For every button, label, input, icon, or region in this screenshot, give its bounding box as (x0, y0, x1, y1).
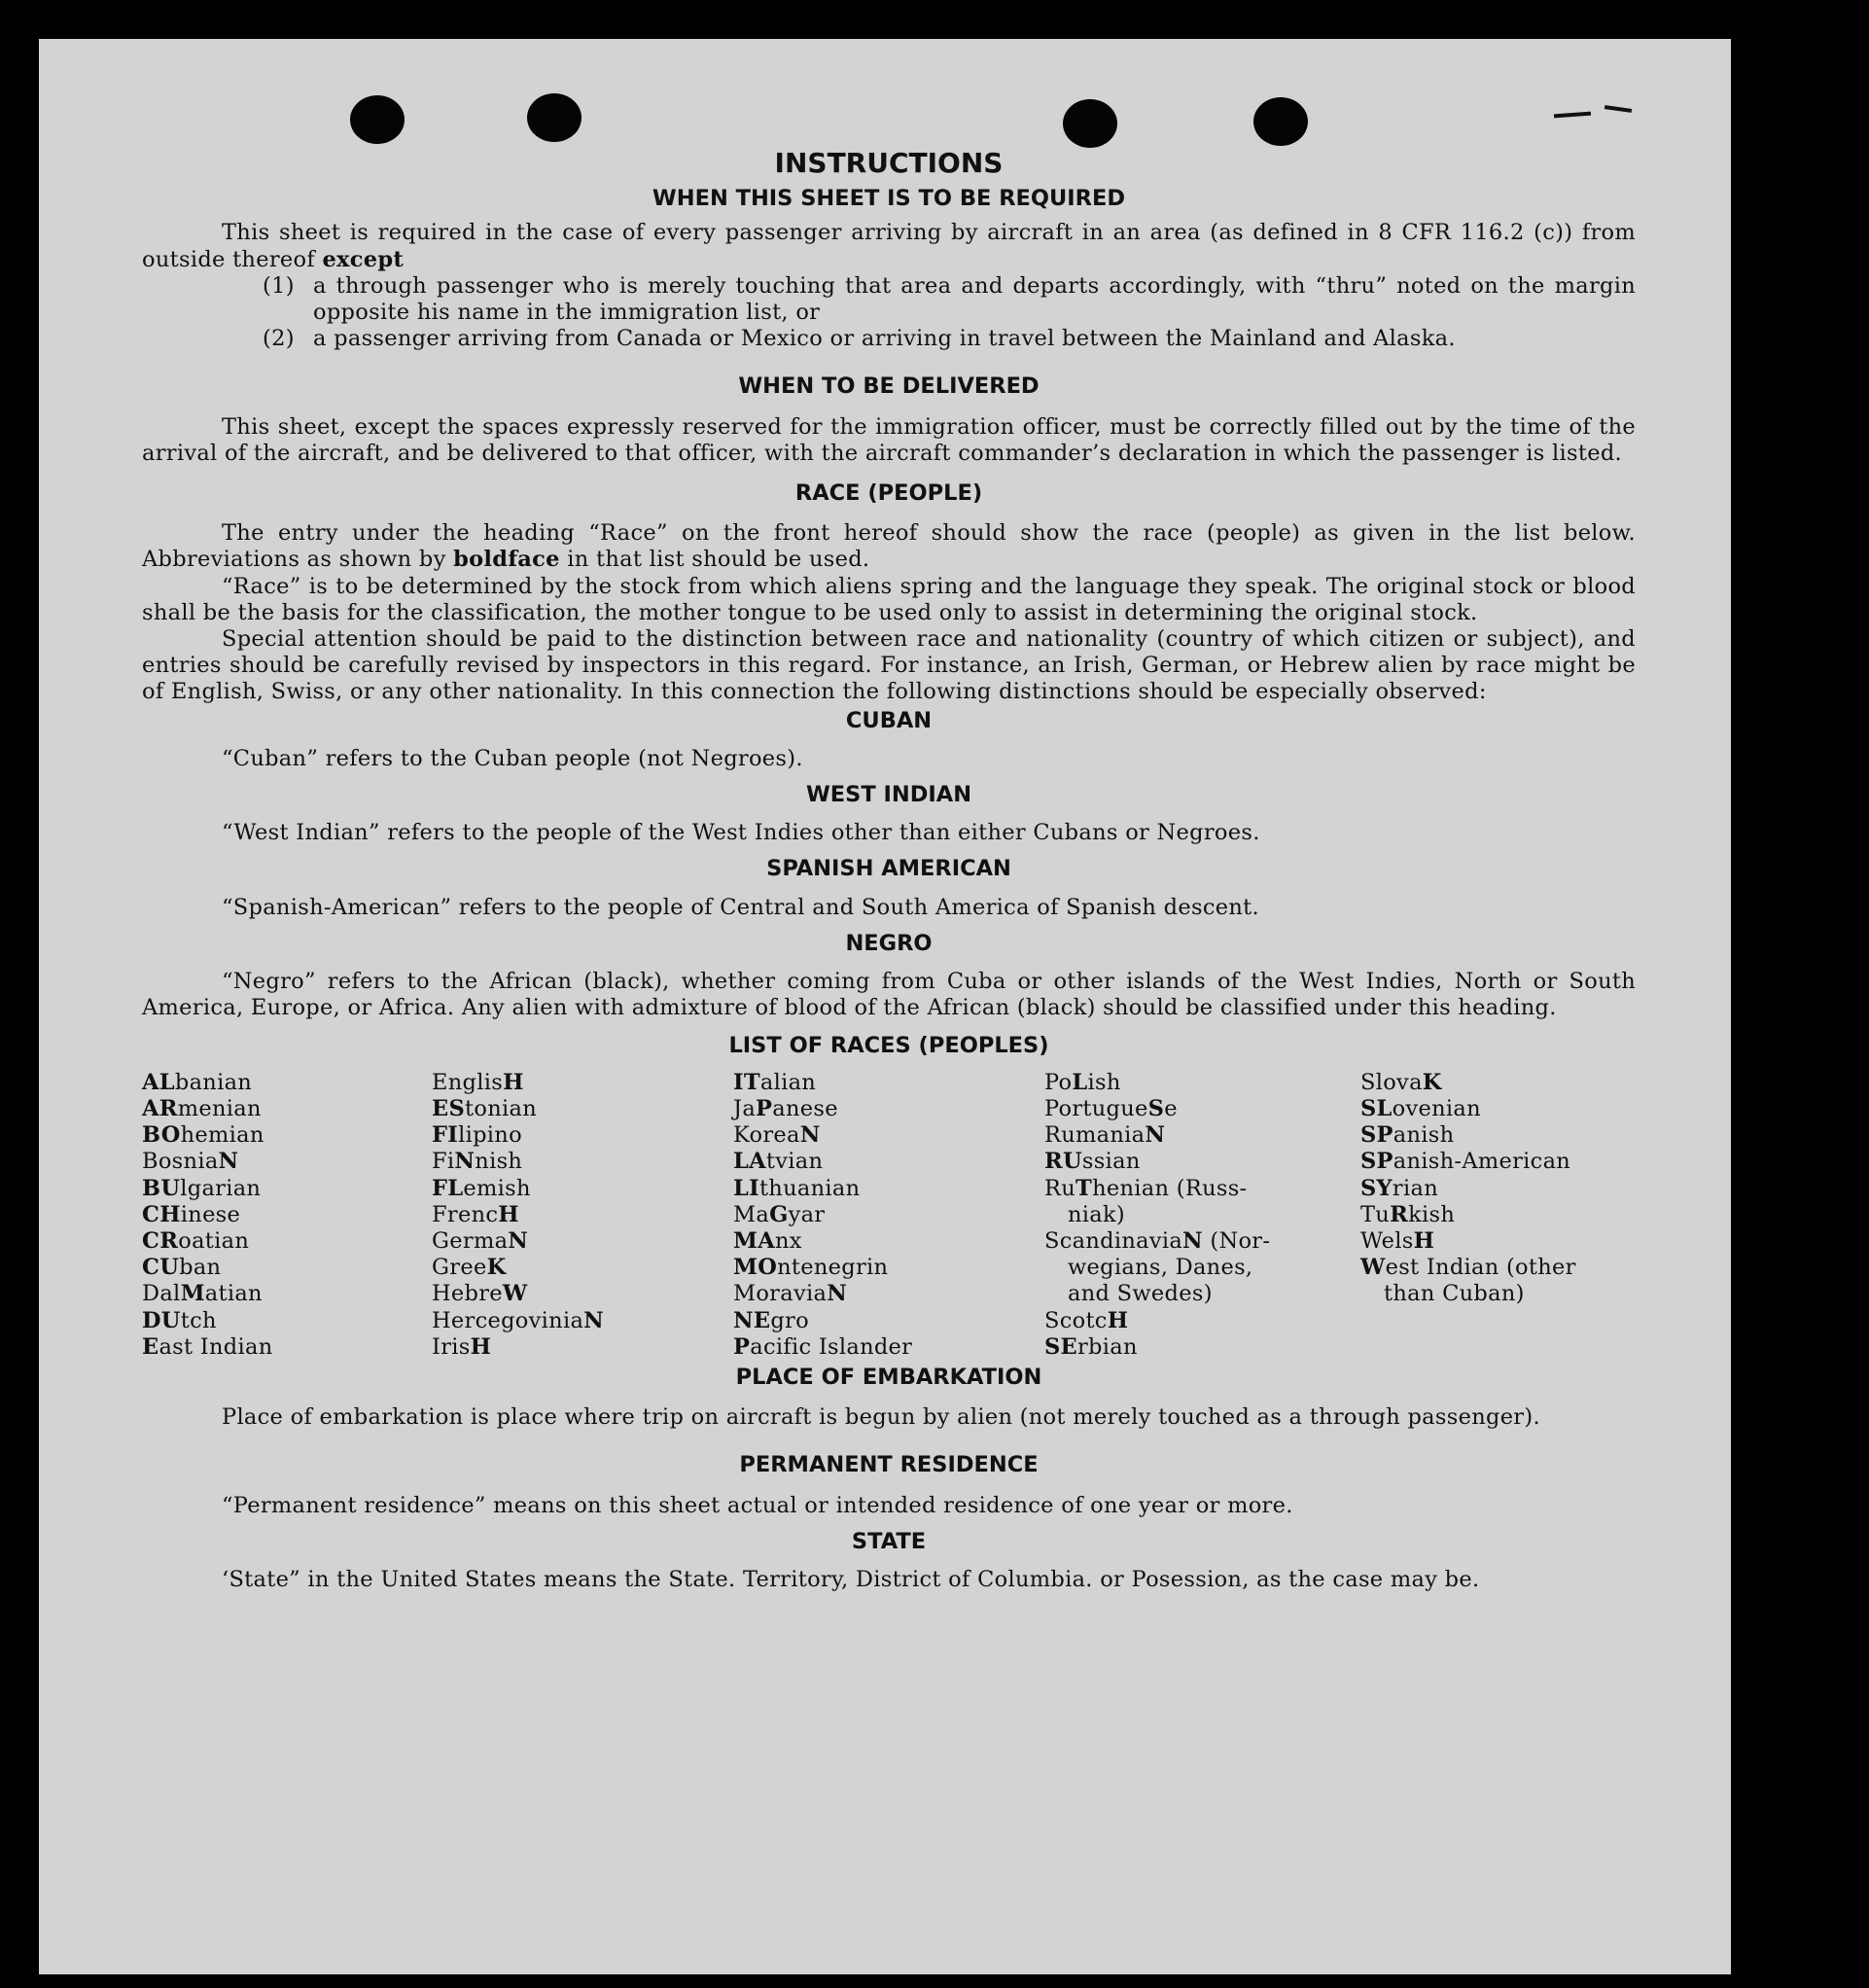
race-name-continuation: than Cuban) (1384, 1281, 1525, 1307)
race-name-part: kish (1408, 1201, 1456, 1227)
instructions-content (142, 147, 1636, 1593)
race-entry (142, 1149, 432, 1175)
document-sheet (39, 39, 1731, 1974)
item-number: (1) (263, 272, 295, 299)
paragraph: “Negro” refers to the African (black), whether coming from Cuba or other islands of the West Indies, North or South America, Europe, or Africa. Any alien with admixture of blood of the African (black) should be classified under this heading. (142, 969, 1636, 1021)
section-heading: WEST INDIAN (805, 782, 972, 808)
race-abbreviation: P (756, 1095, 773, 1121)
race-entry (1360, 1202, 1636, 1228)
race-entry (1360, 1070, 1636, 1096)
race-entry (733, 1228, 1044, 1255)
race-abbreviation: T (1076, 1175, 1093, 1201)
race-abbreviation: M (180, 1281, 205, 1307)
race-abbreviation: N (827, 1281, 848, 1307)
section-heading: PERMANENT RESIDENCE (739, 1452, 1039, 1478)
race-column (1360, 1070, 1636, 1361)
race-name-part: anish (1393, 1122, 1455, 1149)
race-name-part: nish (475, 1149, 523, 1175)
race-entry (1044, 1070, 1360, 1096)
race-abbreviation: N (1145, 1122, 1166, 1149)
race-entry (733, 1255, 1044, 1281)
section-heading: LIST OF RACES (PEOPLES) (728, 1033, 1049, 1059)
race-abbreviation: FI (432, 1122, 459, 1149)
race-name-part: ish (1087, 1069, 1121, 1095)
race-name-part: atian (204, 1281, 263, 1307)
bold-text: boldface (453, 547, 560, 573)
race-abbreviation: SP (1360, 1149, 1393, 1175)
race-name-part: Portugue (1044, 1095, 1148, 1121)
race-name-part: ntenegrin (777, 1255, 889, 1281)
race-name-part: Wels (1360, 1227, 1414, 1254)
section-heading: RACE (PEOPLE) (794, 480, 983, 507)
race-entry (432, 1308, 733, 1334)
race-abbreviation: E (142, 1333, 159, 1360)
section-heading: CUBAN (845, 707, 933, 733)
race-name-part: alian (759, 1069, 817, 1095)
race-name-part: thuanian (758, 1175, 861, 1201)
race-name-part: Rumania (1044, 1122, 1146, 1149)
paragraph: “Cuban” refers to the Cuban people (not Negroes). (222, 745, 803, 771)
race-entry (432, 1149, 733, 1175)
race-abbreviation: R (1390, 1201, 1409, 1227)
race-abbreviation: N (583, 1307, 605, 1333)
race-abbreviation: AL (142, 1069, 175, 1095)
section-heading: WHEN TO BE DELIVERED (738, 373, 1040, 400)
race-entry (142, 1281, 432, 1307)
race-abbreviation: N (218, 1149, 239, 1175)
race-name-part: Po (1044, 1069, 1073, 1095)
section-heading: STATE (851, 1528, 927, 1554)
race-name-part: Slova (1360, 1069, 1423, 1095)
race-name-part: anish-American (1393, 1149, 1571, 1175)
race-entry (1360, 1096, 1636, 1122)
race-name-part: banian (174, 1069, 253, 1095)
race-abbreviation: AR (142, 1095, 178, 1121)
race-abbreviation: CR (142, 1227, 179, 1254)
race-abbreviation: G (769, 1201, 789, 1227)
race-name-part: tch (180, 1307, 217, 1333)
race-name-part: Frenc (432, 1201, 499, 1227)
race-abbreviation: L (1072, 1069, 1088, 1095)
race-name-part: rbian (1077, 1333, 1138, 1360)
race-entry (1044, 1096, 1360, 1122)
section-heading: WHEN THIS SHEET IS TO BE REQUIRED (652, 186, 1126, 212)
race-abbreviation: MA (733, 1227, 775, 1254)
race-column (432, 1070, 733, 1361)
item-number: (2) (263, 326, 295, 352)
race-abbreviation: BO (142, 1122, 181, 1149)
race-entry (142, 1255, 432, 1281)
race-abbreviation: LI (733, 1175, 759, 1201)
paragraph: ‘State” in the United States means the State. Territory, District of Columbia. or Posession, as the case may be. (222, 1566, 1480, 1592)
race-name-part: Moravia (733, 1281, 828, 1307)
race-abbreviation: K (1422, 1069, 1442, 1095)
race-entry (432, 1070, 733, 1096)
race-list (142, 1070, 1636, 1361)
race-abbreviation: H (498, 1201, 519, 1227)
race-name-part: Scandinavia (1044, 1227, 1183, 1254)
race-entry (733, 1202, 1044, 1228)
race-abbreviation: DU (142, 1307, 181, 1333)
race-name-continuation: niak) (1068, 1201, 1126, 1227)
race-abbreviation: H (1413, 1227, 1435, 1254)
race-entry (142, 1176, 432, 1202)
race-name-part: inese (180, 1201, 241, 1227)
page-title: INSTRUCTIONS (774, 147, 1004, 179)
race-entry (432, 1096, 733, 1122)
paragraph (142, 220, 1636, 272)
race-name-part: Korea (733, 1122, 800, 1149)
paragraph: “Spanish-American” refers to the people of Central and South America of Spanish descent. (222, 894, 1259, 920)
race-entry (1044, 1149, 1360, 1175)
race-name-part: est Indian (other (1385, 1255, 1576, 1281)
race-entry (432, 1176, 733, 1202)
race-entry (1044, 1228, 1360, 1308)
race-column (142, 1070, 432, 1361)
race-abbreviation: P (733, 1333, 751, 1360)
race-abbreviation: H (470, 1333, 492, 1360)
race-entry (733, 1281, 1044, 1307)
race-name-part: Gree (432, 1255, 487, 1281)
paragraph-text: The entry under the heading “Race” on the front hereof should show the race (people) as given in the list below. Abbreviations as shown by (142, 520, 1636, 573)
race-abbreviation: NE (733, 1307, 771, 1333)
race-abbreviation: FL (432, 1175, 464, 1201)
race-entry (142, 1122, 432, 1149)
race-name-part: lipino (458, 1122, 522, 1149)
race-name-part: Dal (142, 1281, 181, 1307)
race-name-part: Ja (733, 1095, 757, 1121)
race-name-part: Fi (432, 1149, 455, 1175)
race-abbreviation: ES (432, 1095, 465, 1121)
race-name-part: henian (Russ- (1092, 1175, 1248, 1201)
paragraph: Special attention should be paid to the distinction between race and nationality (country of which citizen or subject), and entries should be carefully revised by inspectors in this regard. For instance, an Irish, German, or Hebrew alien by race might be of English, Swiss, or any other nationality. In this connection the following distinctions should be especially observed: (142, 626, 1636, 705)
race-name-part: acific Islander (750, 1333, 913, 1360)
pen-mark (1554, 112, 1591, 119)
race-entry (733, 1334, 1044, 1361)
race-abbreviation: N (1182, 1227, 1203, 1254)
race-entry (432, 1202, 733, 1228)
section-heading: SPANISH AMERICAN (766, 856, 1011, 882)
race-entry (1360, 1122, 1636, 1149)
race-name-part: tvian (765, 1149, 824, 1175)
race-name-part: Ma (733, 1201, 770, 1227)
punch-hole (1063, 99, 1117, 148)
race-name-continuation: and Swedes) (1068, 1281, 1213, 1307)
race-entry (142, 1070, 432, 1096)
race-abbreviation: N (799, 1122, 821, 1149)
race-entry (733, 1308, 1044, 1334)
race-entry (1044, 1334, 1360, 1361)
race-abbreviation: RU (1044, 1149, 1082, 1175)
race-name-part: Tu (1360, 1201, 1391, 1227)
race-abbreviation: SP (1360, 1122, 1393, 1149)
race-abbreviation: K (486, 1255, 507, 1281)
race-name-part: Hebre (432, 1281, 503, 1307)
race-entry (142, 1334, 432, 1361)
section-heading: NEGRO (845, 930, 933, 956)
race-name-part: rian (1392, 1175, 1438, 1201)
race-abbreviation: W (1360, 1255, 1386, 1281)
race-entry (142, 1228, 432, 1255)
race-name-part: Bosnia (142, 1149, 219, 1175)
race-entry (1044, 1122, 1360, 1149)
race-entry (142, 1096, 432, 1122)
paragraph (142, 520, 1636, 573)
race-abbreviation: N (508, 1227, 529, 1254)
paragraph-text: in that list should be used. (559, 547, 870, 573)
pen-mark (1605, 105, 1632, 113)
race-entry (733, 1122, 1044, 1149)
race-name-part: Ru (1044, 1175, 1076, 1201)
race-name-part: ovenian (1392, 1095, 1481, 1121)
race-name-part: tonian (465, 1095, 537, 1121)
race-entry (432, 1281, 733, 1307)
race-name-continuation: wegians, Danes, (1068, 1255, 1253, 1281)
paragraph: “Permanent residence” means on this sheet actual or intended residence of one year or more. (222, 1492, 1293, 1518)
race-name-part: Germa (432, 1227, 509, 1254)
section-heading: PLACE OF EMBARKATION (735, 1364, 1042, 1390)
race-column (733, 1070, 1044, 1361)
race-abbreviation: N (454, 1149, 476, 1175)
race-name-part: e (1164, 1095, 1178, 1121)
item-text: a passenger arriving from Canada or Mexico or arriving in travel between the Mainland and Alaska. (313, 326, 1456, 352)
race-name-part: Scotc (1044, 1307, 1108, 1333)
race-abbreviation: IT (733, 1069, 760, 1095)
race-abbreviation: W (502, 1281, 528, 1307)
race-entry (733, 1096, 1044, 1122)
race-name-part: hemian (180, 1122, 264, 1149)
race-name-part: Englis (432, 1069, 504, 1095)
race-name-part: Hercegovinia (432, 1307, 584, 1333)
race-name-part: anese (772, 1095, 838, 1121)
bold-text: except (322, 246, 405, 272)
race-entry (142, 1308, 432, 1334)
race-entry (733, 1149, 1044, 1175)
race-entry (733, 1070, 1044, 1096)
race-abbreviation: LA (733, 1149, 766, 1175)
race-entry (1044, 1176, 1360, 1228)
race-entry (733, 1176, 1044, 1202)
race-abbreviation: CH (142, 1201, 181, 1227)
race-entry (432, 1122, 733, 1149)
race-abbreviation: H (1107, 1307, 1129, 1333)
race-abbreviation: SL (1360, 1095, 1393, 1121)
race-name-part: emish (463, 1175, 531, 1201)
race-name-part: (Nor- (1202, 1227, 1271, 1254)
race-abbreviation: SY (1360, 1175, 1393, 1201)
race-name-part: yar (788, 1201, 826, 1227)
race-name-part: ssian (1081, 1149, 1141, 1175)
race-abbreviation: CU (142, 1255, 180, 1281)
punch-hole (527, 93, 582, 142)
race-entry (1360, 1176, 1636, 1202)
paragraph: This sheet, except the spaces expressly reserved for the immigration officer, must be correctly filled out by the time of the arrival of the aircraft, and be delivered to that officer, with the aircraft commander’s declaration in which the passenger is listed. (142, 413, 1636, 466)
race-entry (432, 1334, 733, 1361)
race-abbreviation: S (1147, 1095, 1165, 1121)
race-entry (142, 1202, 432, 1228)
race-abbreviation: H (503, 1069, 524, 1095)
race-name-part: lgarian (180, 1175, 262, 1201)
race-entry (1360, 1255, 1636, 1307)
list-item (263, 326, 1636, 352)
race-abbreviation: BU (142, 1175, 181, 1201)
paragraph: “Race” is to be determined by the stock from which aliens spring and the language they speak. The original stock or blood shall be the basis for the classification, the mother tongue to be used only to assist in determining the original stock. (142, 573, 1636, 625)
list-item (263, 273, 1636, 326)
race-name-part: ban (179, 1255, 222, 1281)
race-entry (1360, 1149, 1636, 1175)
race-abbreviation: SE (1044, 1333, 1077, 1360)
race-name-part: oatian (178, 1227, 250, 1254)
punch-hole (1253, 97, 1308, 146)
race-abbreviation: MO (733, 1255, 778, 1281)
item-text: a through passenger who is merely touching that area and departs accordingly, with “thru” noted on the margin opposite his name in the immigration list, or (313, 272, 1636, 326)
paragraph: “West Indian” refers to the people of the West Indies other than either Cubans or Negroes. (222, 820, 1260, 846)
race-column (1044, 1070, 1360, 1361)
race-entry (1360, 1228, 1636, 1255)
race-name-part: menian (177, 1095, 262, 1121)
race-entry (1044, 1308, 1360, 1334)
paragraph-text: This sheet is required in the case of every passenger arriving by aircraft in an area (as defined in 8 CFR 116.2 (c)) from outside thereof (142, 220, 1636, 272)
race-name-part: gro (770, 1307, 809, 1333)
race-name-part: nx (774, 1227, 802, 1254)
race-name-part: ast Indian (159, 1333, 273, 1360)
race-entry (432, 1228, 733, 1255)
punch-hole (350, 95, 405, 144)
race-entry (432, 1255, 733, 1281)
paragraph: Place of embarkation is place where trip on aircraft is begun by alien (not merely touched as a through passenger). (222, 1404, 1540, 1431)
race-name-part: Iris (432, 1333, 471, 1360)
